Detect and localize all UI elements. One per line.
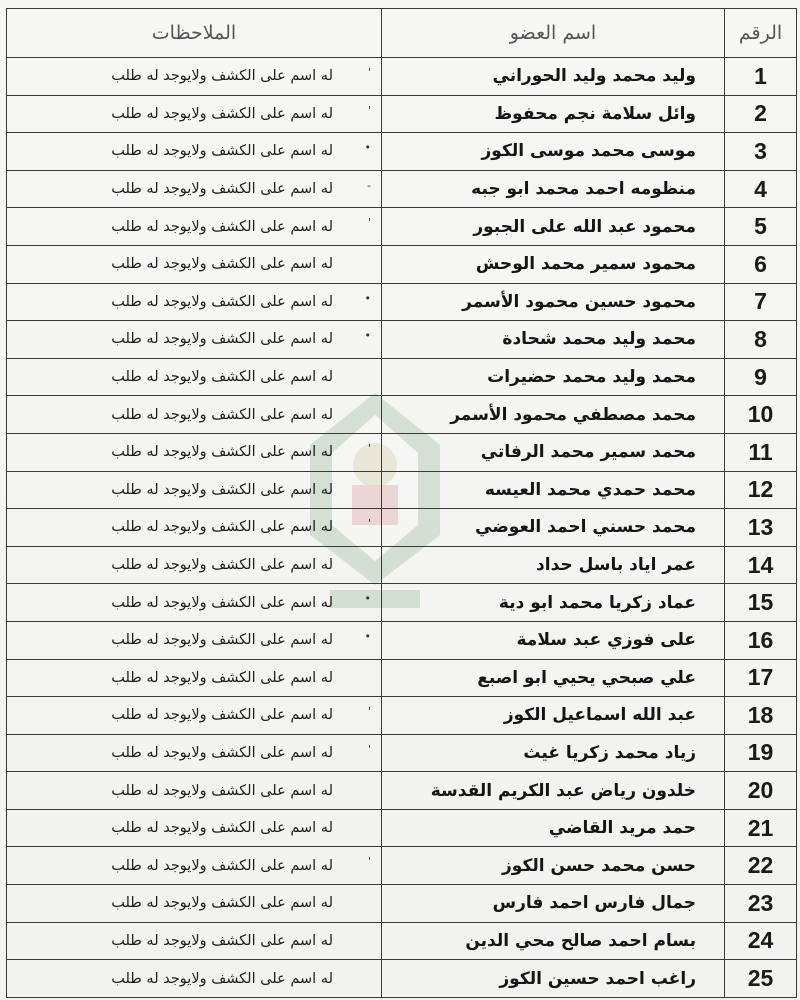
member-note-text: له اسم على الكشف ولايوجد له طلب xyxy=(111,857,333,874)
member-note-text: له اسم على الكشف ولايوجد له طلب xyxy=(111,369,333,386)
member-name: محمد وليد محمد حضيرات xyxy=(382,358,725,396)
member-name: راغب احمد حسين الكوز xyxy=(382,960,725,998)
member-note xyxy=(7,283,382,321)
row-number: 17 xyxy=(725,659,797,697)
member-note xyxy=(7,95,382,133)
row-number: 14 xyxy=(725,546,797,584)
member-note xyxy=(7,772,382,810)
tick-mark: • xyxy=(364,329,371,343)
member-name: بسام احمد صالح محي الدين xyxy=(382,922,725,960)
table-row xyxy=(7,396,797,434)
tick-mark: • xyxy=(364,592,371,606)
member-note xyxy=(7,396,382,434)
row-number: 21 xyxy=(725,809,797,847)
member-name: محمود حسين محمود الأسمر xyxy=(382,283,725,321)
member-note-text: له اسم على الكشف ولايوجد له طلب xyxy=(111,669,333,686)
tick-mark: ' xyxy=(367,855,371,869)
member-name: عماد زكريا محمد ابو دية xyxy=(382,584,725,622)
member-note-text: له اسم على الكشف ولايوجد له طلب xyxy=(111,519,333,536)
member-note-text: له اسم على الكشف ولايوجد له طلب xyxy=(111,707,333,724)
member-note xyxy=(7,847,382,885)
row-number: 13 xyxy=(725,509,797,547)
table-row xyxy=(7,922,797,960)
row-number: 18 xyxy=(725,697,797,735)
row-number: 24 xyxy=(725,922,797,960)
member-name: محمد مصطفي محمود الأسمر xyxy=(382,396,725,434)
member-note-text: له اسم على الكشف ولايوجد له طلب xyxy=(111,218,333,235)
row-number: 10 xyxy=(725,396,797,434)
row-number: 11 xyxy=(725,433,797,471)
member-name: محمود سمير محمد الوحش xyxy=(382,245,725,283)
member-name: على فوزي عبد سلامة xyxy=(382,621,725,659)
table-row xyxy=(7,433,797,471)
member-note xyxy=(7,885,382,923)
member-name: علي صبحي يحيي ابو اصبع xyxy=(382,659,725,697)
members-table xyxy=(6,8,797,998)
row-number: 23 xyxy=(725,885,797,923)
row-number: 9 xyxy=(725,358,797,396)
row-number: 15 xyxy=(725,584,797,622)
table-row xyxy=(7,847,797,885)
table-row xyxy=(7,509,797,547)
member-note xyxy=(7,734,382,772)
row-number: 22 xyxy=(725,847,797,885)
table-row xyxy=(7,95,797,133)
row-number: 8 xyxy=(725,321,797,359)
member-note xyxy=(7,546,382,584)
table-header-row xyxy=(7,9,797,58)
member-note-text: له اسم على الكشف ولايوجد له طلب xyxy=(111,970,333,987)
tick-mark: ' xyxy=(367,441,371,455)
member-note-text: له اسم على الكشف ولايوجد له طلب xyxy=(111,143,333,160)
table-row xyxy=(7,245,797,283)
tick-mark: - xyxy=(367,178,371,192)
member-name: محمد حسني احمد العوضي xyxy=(382,509,725,547)
table-row xyxy=(7,133,797,171)
member-name: جمال فارس احمد فارس xyxy=(382,885,725,923)
table-row xyxy=(7,809,797,847)
member-name: حمد مريد القاضي xyxy=(382,809,725,847)
member-note xyxy=(7,584,382,622)
member-name: محمود عبد الله على الجبور xyxy=(382,208,725,246)
member-name: عمر اياد باسل حداد xyxy=(382,546,725,584)
row-number: 3 xyxy=(725,133,797,171)
table-row xyxy=(7,170,797,208)
member-name: محمد سمير محمد الرفاتي xyxy=(382,433,725,471)
member-name: خلدون رياض عبد الكريم القدسة xyxy=(382,772,725,810)
member-note xyxy=(7,245,382,283)
table-row xyxy=(7,621,797,659)
member-name: محمد وليد محمد شحادة xyxy=(382,321,725,359)
member-note xyxy=(7,659,382,697)
row-number: 5 xyxy=(725,208,797,246)
member-note xyxy=(7,960,382,998)
member-note xyxy=(7,509,382,547)
member-note-text: له اسم على الكشف ولايوجد له طلب xyxy=(111,820,333,837)
member-note xyxy=(7,697,382,735)
member-name: وليد محمد وليد الحوراني xyxy=(382,58,725,96)
member-note-text: له اسم على الكشف ولايوجد له طلب xyxy=(111,256,333,273)
row-number: 12 xyxy=(725,471,797,509)
member-note-text: له اسم على الكشف ولايوجد له طلب xyxy=(111,932,333,949)
table-row xyxy=(7,358,797,396)
row-number: 25 xyxy=(725,960,797,998)
tick-mark: ' xyxy=(367,66,371,79)
row-number: 4 xyxy=(725,170,797,208)
table-row xyxy=(7,584,797,622)
member-note xyxy=(7,170,382,208)
row-number: 6 xyxy=(725,245,797,283)
member-note-text: له اسم على الكشف ولايوجد له طلب xyxy=(111,293,333,310)
table-row xyxy=(7,960,797,998)
member-name: موسى محمد موسى الكوز xyxy=(382,133,725,171)
member-note-text: له اسم على الكشف ولايوجد له طلب xyxy=(111,331,333,348)
member-note xyxy=(7,321,382,359)
table-row xyxy=(7,772,797,810)
table-row xyxy=(7,885,797,923)
tick-mark: ' xyxy=(367,705,371,719)
header-member-name: اسم العضو xyxy=(382,9,725,58)
tick-mark: • xyxy=(364,629,371,643)
row-number: 1 xyxy=(725,58,797,96)
header-number: الرقم xyxy=(725,9,797,58)
member-note xyxy=(7,922,382,960)
member-note-text: له اسم على الكشف ولايوجد له طلب xyxy=(111,481,333,498)
tick-mark: ' xyxy=(367,742,371,756)
member-note xyxy=(7,433,382,471)
tick-mark: ' xyxy=(367,103,371,117)
member-note-text: له اسم على الكشف ولايوجد له طلب xyxy=(111,782,333,799)
member-note-text: له اسم على الكشف ولايوجد له طلب xyxy=(111,744,333,761)
member-note-text: له اسم على الكشف ولايوجد له طلب xyxy=(111,68,333,85)
header-notes: الملاحظات xyxy=(7,9,382,58)
member-note-text: له اسم على الكشف ولايوجد له طلب xyxy=(111,895,333,912)
row-number: 2 xyxy=(725,95,797,133)
table-row xyxy=(7,734,797,772)
table-row xyxy=(7,58,797,96)
member-name: منظومه احمد محمد ابو جبه xyxy=(382,170,725,208)
table-row xyxy=(7,283,797,321)
row-number: 20 xyxy=(725,772,797,810)
member-name: محمد حمدي محمد العيسه xyxy=(382,471,725,509)
table-row xyxy=(7,471,797,509)
member-note xyxy=(7,358,382,396)
member-note xyxy=(7,58,382,96)
table-row xyxy=(7,208,797,246)
member-note xyxy=(7,208,382,246)
row-number: 16 xyxy=(725,621,797,659)
table-row xyxy=(7,697,797,735)
tick-mark: • xyxy=(364,141,371,155)
tick-mark: • xyxy=(364,291,371,305)
member-note-text: له اسم على الكشف ولايوجد له طلب xyxy=(111,557,333,574)
row-number: 19 xyxy=(725,734,797,772)
member-name: حسن محمد حسن الكوز xyxy=(382,847,725,885)
member-note xyxy=(7,471,382,509)
member-note xyxy=(7,621,382,659)
table-row xyxy=(7,546,797,584)
member-note-text: له اسم على الكشف ولايوجد له طلب xyxy=(111,632,333,649)
tick-mark: ' xyxy=(367,517,371,531)
member-note-text: له اسم على الكشف ولايوجد له طلب xyxy=(111,105,333,122)
member-note-text: له اسم على الكشف ولايوجد له طلب xyxy=(111,444,333,461)
member-note-text: له اسم على الكشف ولايوجد له طلب xyxy=(111,594,333,611)
member-note-text: له اسم على الكشف ولايوجد له طلب xyxy=(111,181,333,198)
table-row xyxy=(7,659,797,697)
tick-mark: ' xyxy=(367,216,371,230)
row-number: 7 xyxy=(725,283,797,321)
member-name: وائل سلامة نجم محفوظ xyxy=(382,95,725,133)
member-name: زياد محمد زكريا غيث xyxy=(382,734,725,772)
member-note xyxy=(7,809,382,847)
table-row xyxy=(7,321,797,359)
member-note-text: له اسم على الكشف ولايوجد له طلب xyxy=(111,406,333,423)
member-name: عبد الله اسماعيل الكوز xyxy=(382,697,725,735)
member-note xyxy=(7,133,382,171)
